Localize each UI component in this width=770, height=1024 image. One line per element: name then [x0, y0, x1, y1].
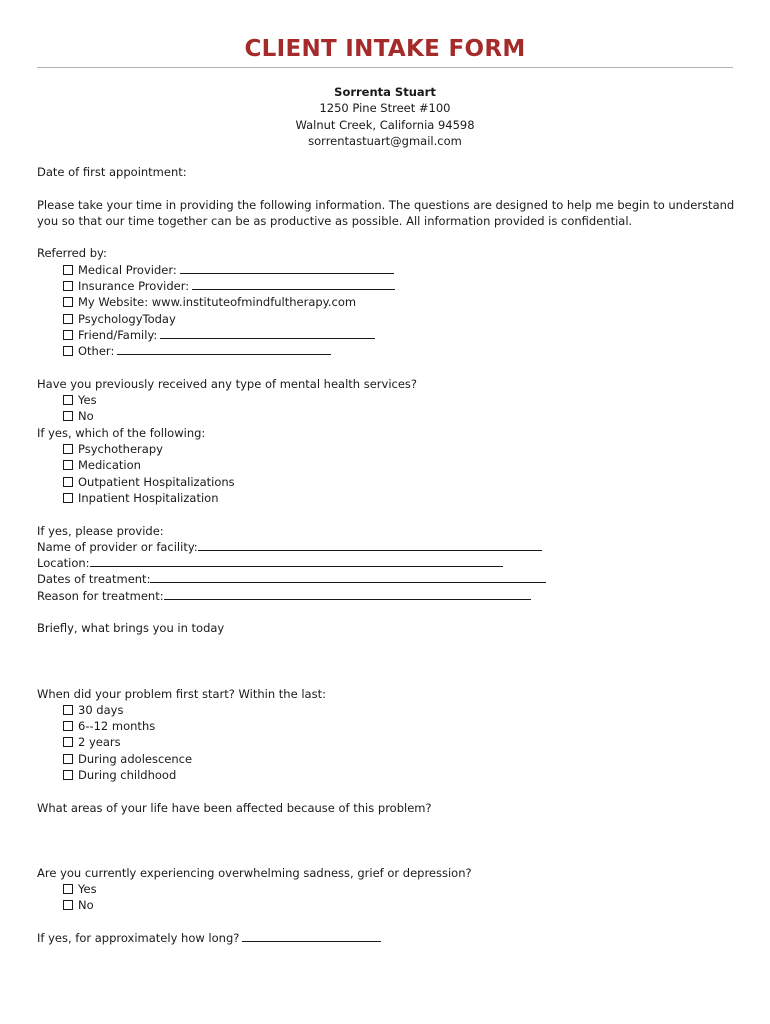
dates-field[interactable]: Dates of treatment:: [37, 571, 737, 587]
start-adolescence[interactable]: During adolescence: [37, 751, 737, 767]
date-label: Date of first appointment:: [37, 165, 187, 179]
service-psychotherapy[interactable]: Psychotherapy: [37, 441, 737, 457]
referral-option-medical[interactable]: Medical Provider:: [37, 262, 737, 278]
briefly-question: Briefly, what brings you in today: [37, 621, 225, 636]
referral-option-psychologytoday[interactable]: PsychologyToday: [37, 311, 737, 327]
referral-option-website[interactable]: My Website: www.instituteofmindfultherapy.com: [37, 294, 737, 310]
start-childhood[interactable]: During childhood: [37, 767, 737, 783]
checkbox[interactable]: [63, 265, 73, 275]
checkbox[interactable]: [63, 705, 73, 715]
which-label: If yes, which of the following:: [37, 425, 206, 440]
start-2-years[interactable]: 2 years: [37, 734, 737, 750]
service-medication[interactable]: Medication: [37, 457, 737, 473]
referral-option-other[interactable]: Other:: [37, 343, 737, 359]
checkbox[interactable]: [63, 281, 73, 291]
checkbox[interactable]: [63, 900, 73, 910]
areas-question: What areas of your life have been affected because of this problem?: [37, 800, 432, 815]
dates-line[interactable]: [150, 571, 546, 583]
start-6-12-months[interactable]: 6--12 months: [37, 718, 737, 734]
therapist-name: Sorrenta Stuart: [334, 85, 436, 99]
prev-services-no[interactable]: No: [37, 408, 737, 424]
provider-name-field[interactable]: Name of provider or facility:: [37, 539, 737, 555]
insurance-provider-line[interactable]: [192, 278, 395, 290]
checkbox[interactable]: [63, 770, 73, 780]
prev-services-yes[interactable]: Yes: [37, 392, 737, 408]
sadness-question: Are you currently experiencing overwhelming sadness, grief or depression?: [37, 865, 472, 880]
service-inpatient[interactable]: Inpatient Hospitalization: [37, 490, 737, 506]
checkbox[interactable]: [63, 460, 73, 470]
prev-services-question: Have you previously received any type of mental health services?: [37, 376, 418, 391]
checkbox[interactable]: [63, 477, 73, 487]
reason-field[interactable]: Reason for treatment:: [37, 588, 737, 604]
form-body: [37, 164, 737, 946]
referral-option-friend-family[interactable]: Friend/Family:: [37, 327, 737, 343]
checkbox[interactable]: [63, 395, 73, 405]
checkbox[interactable]: [63, 737, 73, 747]
service-outpatient[interactable]: Outpatient Hospitalizations: [37, 474, 737, 490]
contact-email: sorrentastuart@gmail.com: [308, 133, 462, 148]
checkbox[interactable]: [63, 314, 73, 324]
referral-option-insurance[interactable]: Insurance Provider:: [37, 278, 737, 294]
address-line-1: 1250 Pine Street #100: [319, 101, 451, 116]
other-line[interactable]: [117, 343, 331, 355]
sadness-no[interactable]: No: [37, 897, 737, 913]
checkbox[interactable]: [63, 444, 73, 454]
contact-header: [0, 84, 770, 149]
location-line[interactable]: [90, 555, 503, 567]
checkbox[interactable]: [63, 297, 73, 307]
checkbox[interactable]: [63, 493, 73, 503]
reason-line[interactable]: [164, 588, 531, 600]
title-divider: [37, 67, 733, 68]
problem-start-question: When did your problem first start? Within the last:: [37, 686, 326, 701]
form-title: CLIENT INTAKE FORM: [244, 36, 526, 62]
medical-provider-line[interactable]: [180, 262, 394, 274]
sadness-yes[interactable]: Yes: [37, 881, 737, 897]
how-long-line[interactable]: [242, 930, 381, 942]
provider-name-line[interactable]: [198, 539, 542, 551]
provide-label: If yes, please provide:: [37, 523, 164, 538]
checkbox[interactable]: [63, 884, 73, 894]
how-long-field[interactable]: If yes, for approximately how long?: [37, 930, 737, 946]
checkbox[interactable]: [63, 330, 73, 340]
address-line-2: Walnut Creek, California 94598: [295, 117, 475, 132]
checkbox[interactable]: [63, 346, 73, 356]
start-30-days[interactable]: 30 days: [37, 702, 737, 718]
intro-paragraph: Please take your time in providing the following information. The questions are designed to help me begin to understand you so that our time together can be as productive as possible. All information provided is confidential.: [37, 197, 735, 228]
checkbox[interactable]: [63, 411, 73, 421]
referred-label: Referred by:: [37, 246, 107, 261]
location-field[interactable]: Location:: [37, 555, 737, 571]
checkbox[interactable]: [63, 721, 73, 731]
checkbox[interactable]: [63, 754, 73, 764]
friend-family-line[interactable]: [160, 327, 375, 339]
